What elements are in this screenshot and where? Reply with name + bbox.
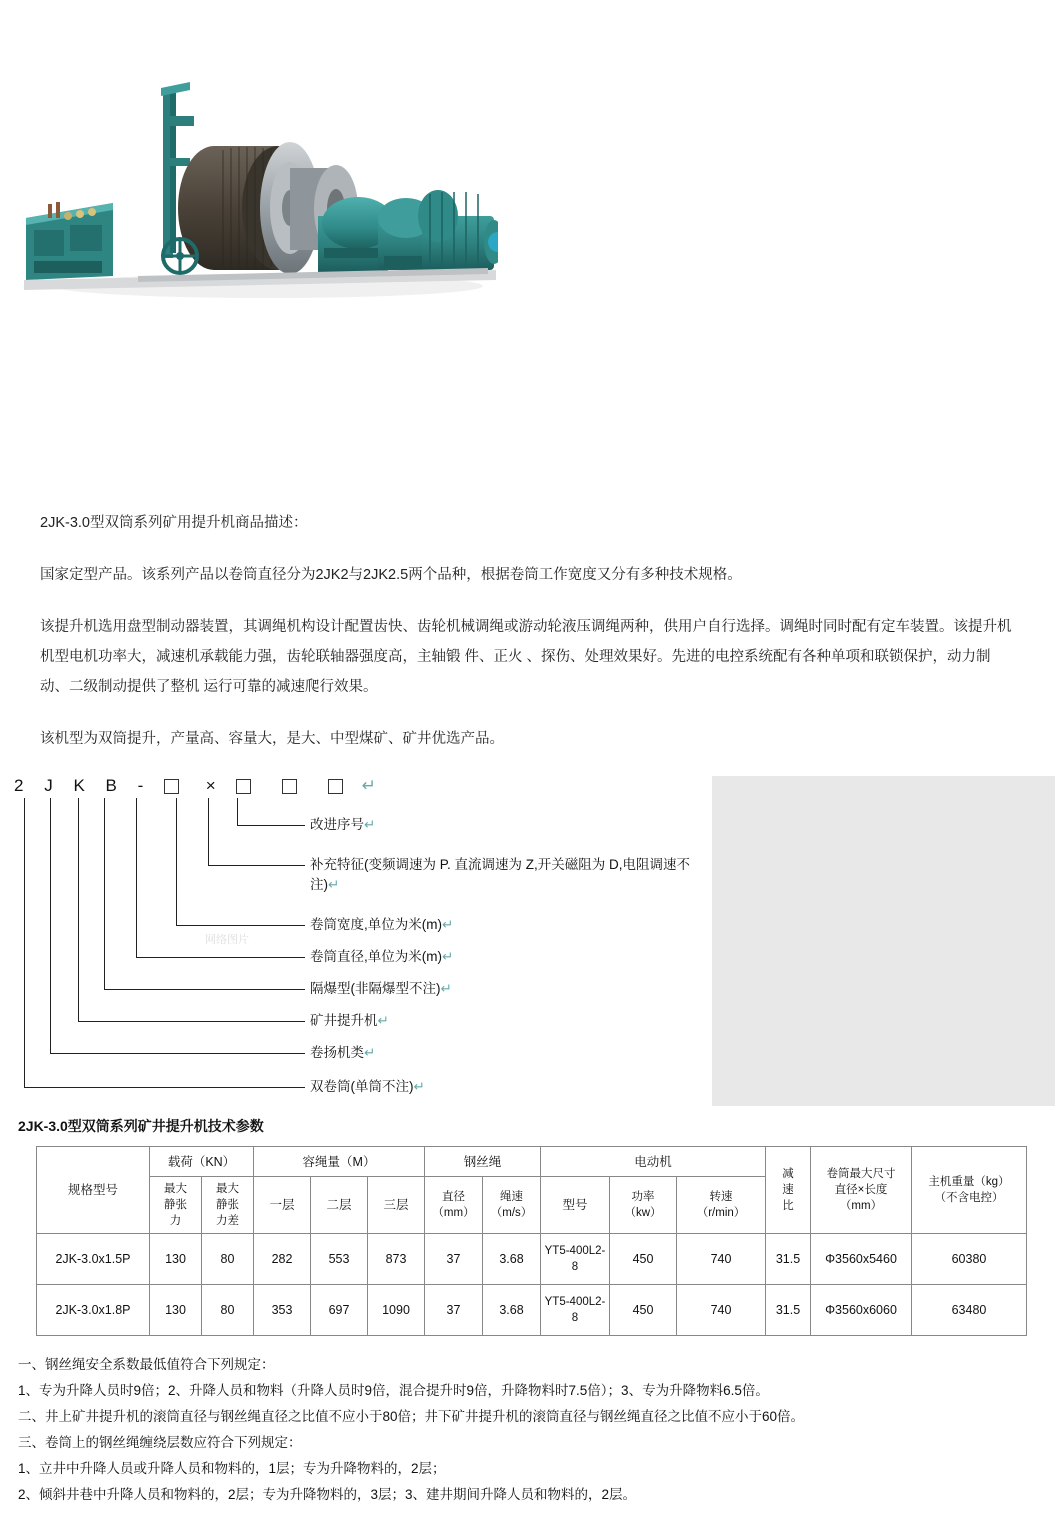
- th-load: 载荷（KN）: [150, 1147, 254, 1177]
- legend-supplementary-feature: 补充特征(变频调速为 P. 直流调速为 Z,开关磁阻为 D,电阻调速不注)↵: [310, 857, 691, 892]
- leader-v-7: [50, 798, 51, 1054]
- table-row: [37, 1285, 1027, 1336]
- legend-double-drum: 双卷筒(单筒不注)↵: [310, 1079, 425, 1094]
- th-rope-capacity: 容绳量（M）: [254, 1147, 425, 1177]
- cell-layer1: 282: [254, 1234, 311, 1285]
- cell-layer2: 553: [311, 1234, 368, 1285]
- cell-rope-speed: 3.68: [483, 1285, 541, 1336]
- th-motor: 电动机: [541, 1147, 766, 1177]
- cell-weight: 60380: [912, 1234, 1027, 1285]
- spec-table: [36, 1146, 1027, 1336]
- leader-v-8: [24, 798, 25, 1088]
- code-char-b: B: [105, 776, 119, 795]
- note-line-2: 1、专为升降人员时9倍；2、升降人员和物料（升降人员时9倍，混合提升时9倍，升降物料时7.5倍）；3、专为升降物料6.5倍。: [18, 1383, 769, 1398]
- code-box-diameter: [164, 779, 179, 794]
- th-model: 规格型号: [37, 1147, 150, 1234]
- cell-ratio: 31.5: [766, 1285, 811, 1336]
- leader-v-6: [78, 798, 79, 1022]
- model-code-row: [14, 776, 390, 796]
- leader-h-1: [237, 825, 305, 826]
- legend-drum-diameter: 卷筒直径,单位为米(m)↵: [310, 949, 454, 964]
- footer-notes: [0, 1336, 1055, 1528]
- cell-static-tension: 130: [150, 1234, 202, 1285]
- code-char-dash: -: [137, 776, 146, 795]
- leader-h-2: [208, 865, 305, 866]
- th-motor-speed: 转速 （r/min）: [677, 1177, 766, 1234]
- leader-v-3: [176, 798, 177, 926]
- diagram-side-panel: [712, 776, 1055, 1106]
- th-rope-speed: 绳速 （m/s）: [483, 1177, 541, 1234]
- th-rope-diameter: 直径 （mm）: [425, 1177, 483, 1234]
- legend-winch-category: 卷扬机类↵: [310, 1045, 376, 1060]
- mine-hoist-machine-photo: [18, 18, 498, 318]
- th-layer-1: 一层: [254, 1177, 311, 1234]
- cell-weight: 63480: [912, 1285, 1027, 1336]
- note-line-3: 二、井上矿井提升机的滚筒直径与钢丝绳直径之比值不应小于80倍；井下矿井提升机的滚筒直径与钢丝绳直径之比值不应小于60倍。: [18, 1409, 805, 1424]
- cell-tension-diff: 80: [202, 1285, 254, 1336]
- desc-paragraph-3: 该提升机选用盘型制动器装置，其调绳机构设计配置齿快、齿轮机械调绳或游动轮液压调绳两种，供用户自行选择。调绳时同时配有定车装置。该提升机机型电机功率大，减速机承载能力强，齿轮联轴器强度高，主轴锻 件、正火 、探伤、处理效果好。先进的电控系统配有各种单项和联锁保护，动力制动、二级制动提供了整机 运行可靠的减速爬行效果。: [40, 619, 1012, 695]
- th-machine-weight: 主机重量（kg） （不含电控）: [912, 1147, 1027, 1234]
- desc-paragraph-4: 该机型为双筒提升，产量高、容量大，是大、中型煤矿、矿井优选产品。: [40, 731, 504, 747]
- leader-v-2: [208, 798, 209, 866]
- cell-diameter: 37: [425, 1234, 483, 1285]
- th-motor-model: 型号: [541, 1177, 610, 1234]
- code-char-j: J: [44, 776, 55, 795]
- product-description: [0, 318, 1055, 754]
- cell-power: 450: [610, 1285, 677, 1336]
- cell-rope-speed: 3.68: [483, 1234, 541, 1285]
- desc-paragraph-2: 国家定型产品。该系列产品以卷筒直径分为2JK2与2JK2.5两个品种，根据卷筒工作宽度又分有多种技术规格。: [40, 567, 742, 583]
- cell-drum: Φ3560x6060: [811, 1285, 912, 1336]
- th-motor-power: 功率 （kw）: [610, 1177, 677, 1234]
- legend-drum-width: 卷筒宽度,单位为米(m)↵: [310, 917, 454, 932]
- leader-h-7: [50, 1053, 305, 1054]
- legend-explosion-proof: 隔爆型(非隔爆型不注)↵: [310, 981, 452, 996]
- leader-h-5: [104, 989, 305, 990]
- leader-h-3: [176, 925, 305, 926]
- th-layer-2: 二层: [311, 1177, 368, 1234]
- cell-speed: 740: [677, 1234, 766, 1285]
- code-box-revision: [328, 779, 343, 794]
- cell-power: 450: [610, 1234, 677, 1285]
- cell-layer2: 697: [311, 1285, 368, 1336]
- note-line-1: 一、钢丝绳安全系数最低值符合下列规定：: [18, 1357, 275, 1372]
- code-pilcrow: ↵: [361, 776, 378, 795]
- cell-ratio: 31.5: [766, 1234, 811, 1285]
- th-max-static-tension: 最大 静张 力: [150, 1177, 202, 1234]
- cell-model: 2JK-3.0x1.5P: [37, 1234, 150, 1285]
- cell-motor-model: YT5-400L2-8: [541, 1234, 610, 1285]
- table-row: [37, 1234, 1027, 1285]
- cell-tension-diff: 80: [202, 1234, 254, 1285]
- code-box-width: [236, 779, 251, 794]
- th-reduction-ratio: 减 速 比: [766, 1147, 811, 1234]
- th-layer-3: 三层: [368, 1177, 425, 1234]
- spec-table-title: 2JK-3.0型双筒系列矿井提升机技术参数: [18, 1118, 264, 1134]
- legend-mine-hoist: 矿井提升机↵: [310, 1013, 389, 1028]
- cell-motor-model: YT5-400L2-8: [541, 1285, 610, 1336]
- leader-v-5: [104, 798, 105, 990]
- model-code-diagram: [0, 776, 1055, 1116]
- product-image-wrap: [0, 0, 1055, 318]
- table-header-row-1: [37, 1147, 1027, 1177]
- cell-layer3: 1090: [368, 1285, 425, 1336]
- cell-speed: 740: [677, 1285, 766, 1336]
- code-char-2: 2: [14, 776, 26, 795]
- note-line-6: 2、倾斜井巷中升降人员和物料的，2层；专为升降物料的，3层；3、建井期间升降人员和物料的，2层。: [18, 1487, 637, 1502]
- cell-drum: Φ3560x5460: [811, 1234, 912, 1285]
- note-line-5: 1、立井中升降人员或升降人员和物料的，1层；专为升降物料的，2层；: [18, 1461, 446, 1476]
- leader-v-1: [237, 798, 238, 826]
- cell-static-tension: 130: [150, 1285, 202, 1336]
- th-wire-rope: 钢丝绳: [425, 1147, 541, 1177]
- code-char-x: ×: [205, 776, 218, 795]
- note-line-4: 三、卷筒上的钢丝绳缠绕层数应符合下列规定：: [18, 1435, 302, 1450]
- cell-diameter: 37: [425, 1285, 483, 1336]
- leader-v-4: [136, 798, 137, 958]
- cell-model: 2JK-3.0x1.8P: [37, 1285, 150, 1336]
- desc-paragraph-1: 2JK-3.0型双筒系列矿用提升机商品描述：: [40, 515, 308, 531]
- leader-h-6: [78, 1021, 305, 1022]
- diagram-watermark: 网络图片: [205, 934, 249, 946]
- th-drum-size: 卷筒最大尺寸 直径×长度 （mm）: [811, 1147, 912, 1234]
- th-max-tension-diff: 最大 静张 力差: [202, 1177, 254, 1234]
- cell-layer1: 353: [254, 1285, 311, 1336]
- code-box-feature: [282, 779, 297, 794]
- leader-h-4: [136, 957, 305, 958]
- legend-revision-number: 改进序号↵: [310, 817, 376, 832]
- leader-h-8: [24, 1087, 305, 1088]
- code-char-k: K: [73, 776, 87, 795]
- cell-layer3: 873: [368, 1234, 425, 1285]
